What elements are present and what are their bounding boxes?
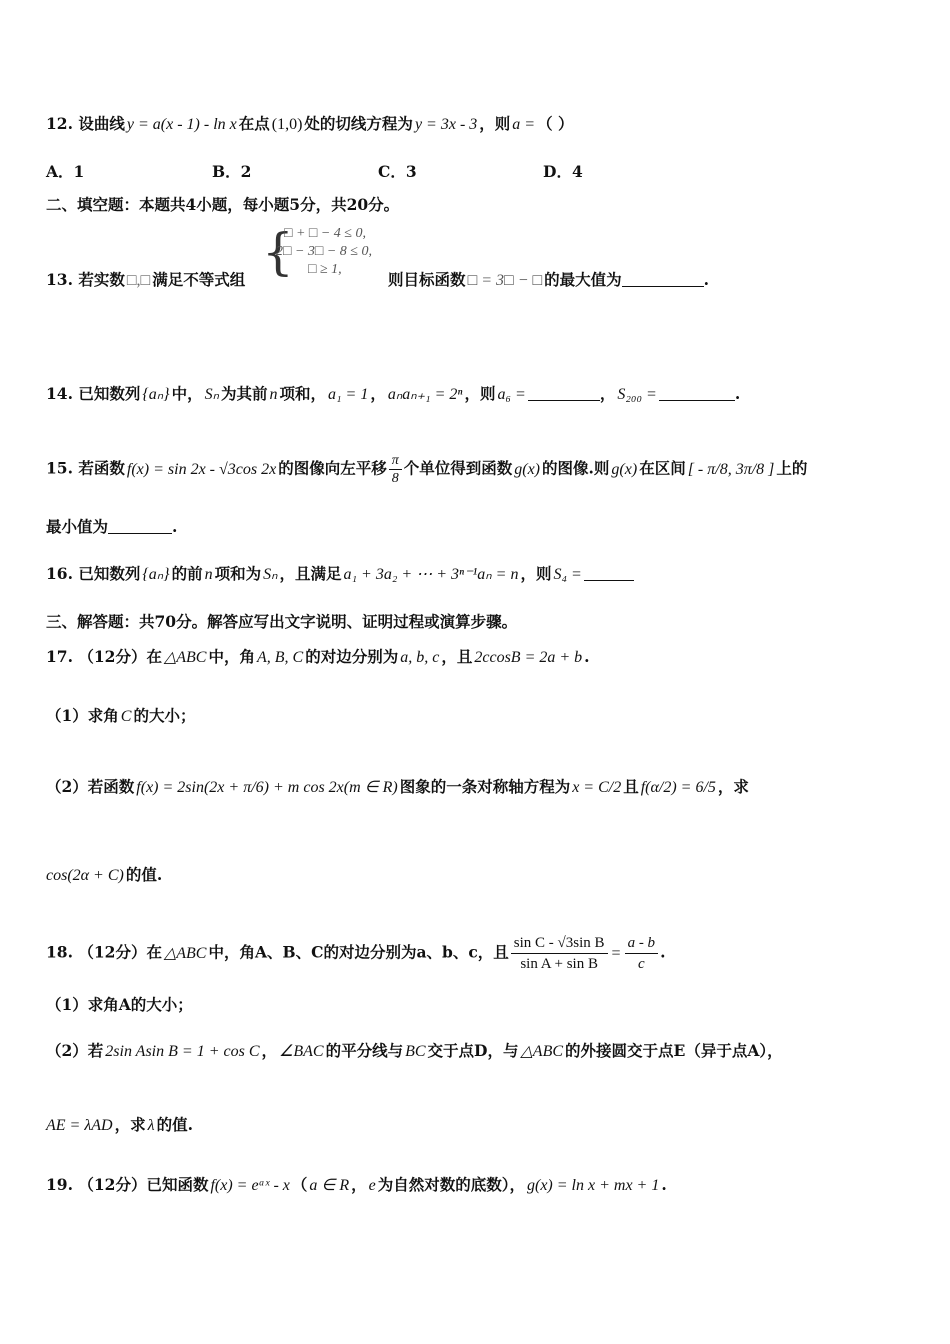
question-number: 19. xyxy=(46,1175,73,1194)
question-18-part-2-continued: AE = λAD ，求 λ 的值. xyxy=(46,1115,193,1134)
answer-paren: （ ） xyxy=(537,114,574,133)
math-interval: [ - π/8, 3π/8 ] xyxy=(687,460,775,478)
question-16: 16. 已知数列 {aₙ} 的前 n 项和为 Sₙ ，且满足 a₁ + 3a₂ + ⋯ + 3ⁿ⁻¹aₙ = n ，则 S₄ = xyxy=(46,563,634,586)
question-17-part-2-continued: cos(2α + C) 的值. xyxy=(46,865,163,884)
question-17-part-1: （1）求角 C 的大小； xyxy=(46,706,196,725)
question-number: 18. xyxy=(46,942,73,962)
fraction-pi-over-8: $\frac{\pi}{8}$ xyxy=(387,452,404,487)
brace-icon: { xyxy=(262,223,294,281)
question-number: 15. xyxy=(46,458,73,478)
section-heading-fill-in: 二、填空题：本题共4小题，每小题5分，共20分。 xyxy=(46,195,400,214)
answer-blank xyxy=(659,384,735,401)
question-14: 14. 已知数列 {aₙ} 中， Sₙ 为其前 n 项和， a₁ = 1 ， aₙaₙ₊₁ = 2ⁿ ，则 a₆ = ， S₂₀₀ = . xyxy=(46,384,741,403)
math-point: (1,0) xyxy=(271,116,303,133)
question-17: 17. （12分）在 △ABC 中，角 A, B, C 的对边分别为 a, b, c ，且 2ccosB = 2a + b . xyxy=(46,647,590,666)
question-19: 19. （12分）已知函数 f(x) = eᵃˣ - x （ a ∈ R ， e 为自然对数的底数）， g(x) = ln x + mx + 1 . xyxy=(46,1175,667,1194)
question-number: 12. xyxy=(46,114,73,133)
question-number: 17. xyxy=(46,647,73,666)
option-c: C．3 xyxy=(378,162,417,181)
answer-blank xyxy=(584,564,634,581)
question-number: 14. xyxy=(46,384,73,403)
question-15-continued: 最小值为 . xyxy=(46,517,178,536)
option-b: B．2 xyxy=(212,162,252,181)
answer-blank xyxy=(528,384,600,401)
question-18-part-1: （1）求角A的大小； xyxy=(46,995,193,1014)
option-d: D．4 xyxy=(543,162,583,181)
question-18-part-2: （2）若 2sin Asin B = 1 + cos C ， ∠BAC 的平分线与 BC 交于点D，与 △ABC 的外接圆交于点E（异于点A）， xyxy=(46,1041,783,1060)
question-number: 16. xyxy=(46,564,73,583)
question-number: 13. xyxy=(46,270,73,289)
option-a: A．1 xyxy=(46,162,85,181)
question-15: 15. 若函数 f(x) = sin 2x - √3cos 2x 的图像向左平移 $\frac{\pi}{8}$ 个单位得到函数 g(x) 的图像.则 g(x) 在区间 [ - π/8, 3π/8 ] 上的 xyxy=(46,453,808,486)
question-17-part-2: （2）若函数 f(x) = 2sin(2x + π/6) + m cos 2x(m ∈ R) 图象的一条对称轴方程为 x = C/2 且 f(α/2) = 6/5 ，求 xyxy=(46,777,749,796)
math-tangent: y = 3x - 3 xyxy=(414,116,478,133)
answer-blank xyxy=(108,517,172,534)
fraction-side-ratio: $\frac{a - b}{c}$ xyxy=(623,933,661,974)
question-12: 12. 设曲线 y = a(x - 1) - ln x 在点 (1,0) 处的切线方程为 y = 3x - 3 ，则 a = （ ） xyxy=(46,114,574,133)
question-18: 18. （12分）在 △ABC 中，角A、B、C的对边分别为a、b、c，且 $\frac{\text{sin C - √3sin B}}{\text{sin A + sin B}}$ = $\frac{a - b}{c}$ . xyxy=(46,935,666,972)
inequality-system: { □ + □ − 4 ≤ 0, 2□ − 3□ − 8 ≤ 0, □ ≥ 1, xyxy=(262,223,372,281)
section-heading-solutions: 三、解答题：共70分。解答应写出文字说明、证明过程或演算步骤。 xyxy=(46,612,518,631)
fraction-sine-ratio: $\frac{\text{sin C - √3sin B}}{\text{sin A + sin B}}$ xyxy=(509,933,610,974)
answer-blank xyxy=(622,270,704,287)
question-13: 13. 若实数 □,□ 满足不等式组 则目标函数 □ = 3□ − □ 的最大值为 . xyxy=(46,270,710,289)
math-curve: y = a(x - 1) - ln x xyxy=(126,116,237,133)
